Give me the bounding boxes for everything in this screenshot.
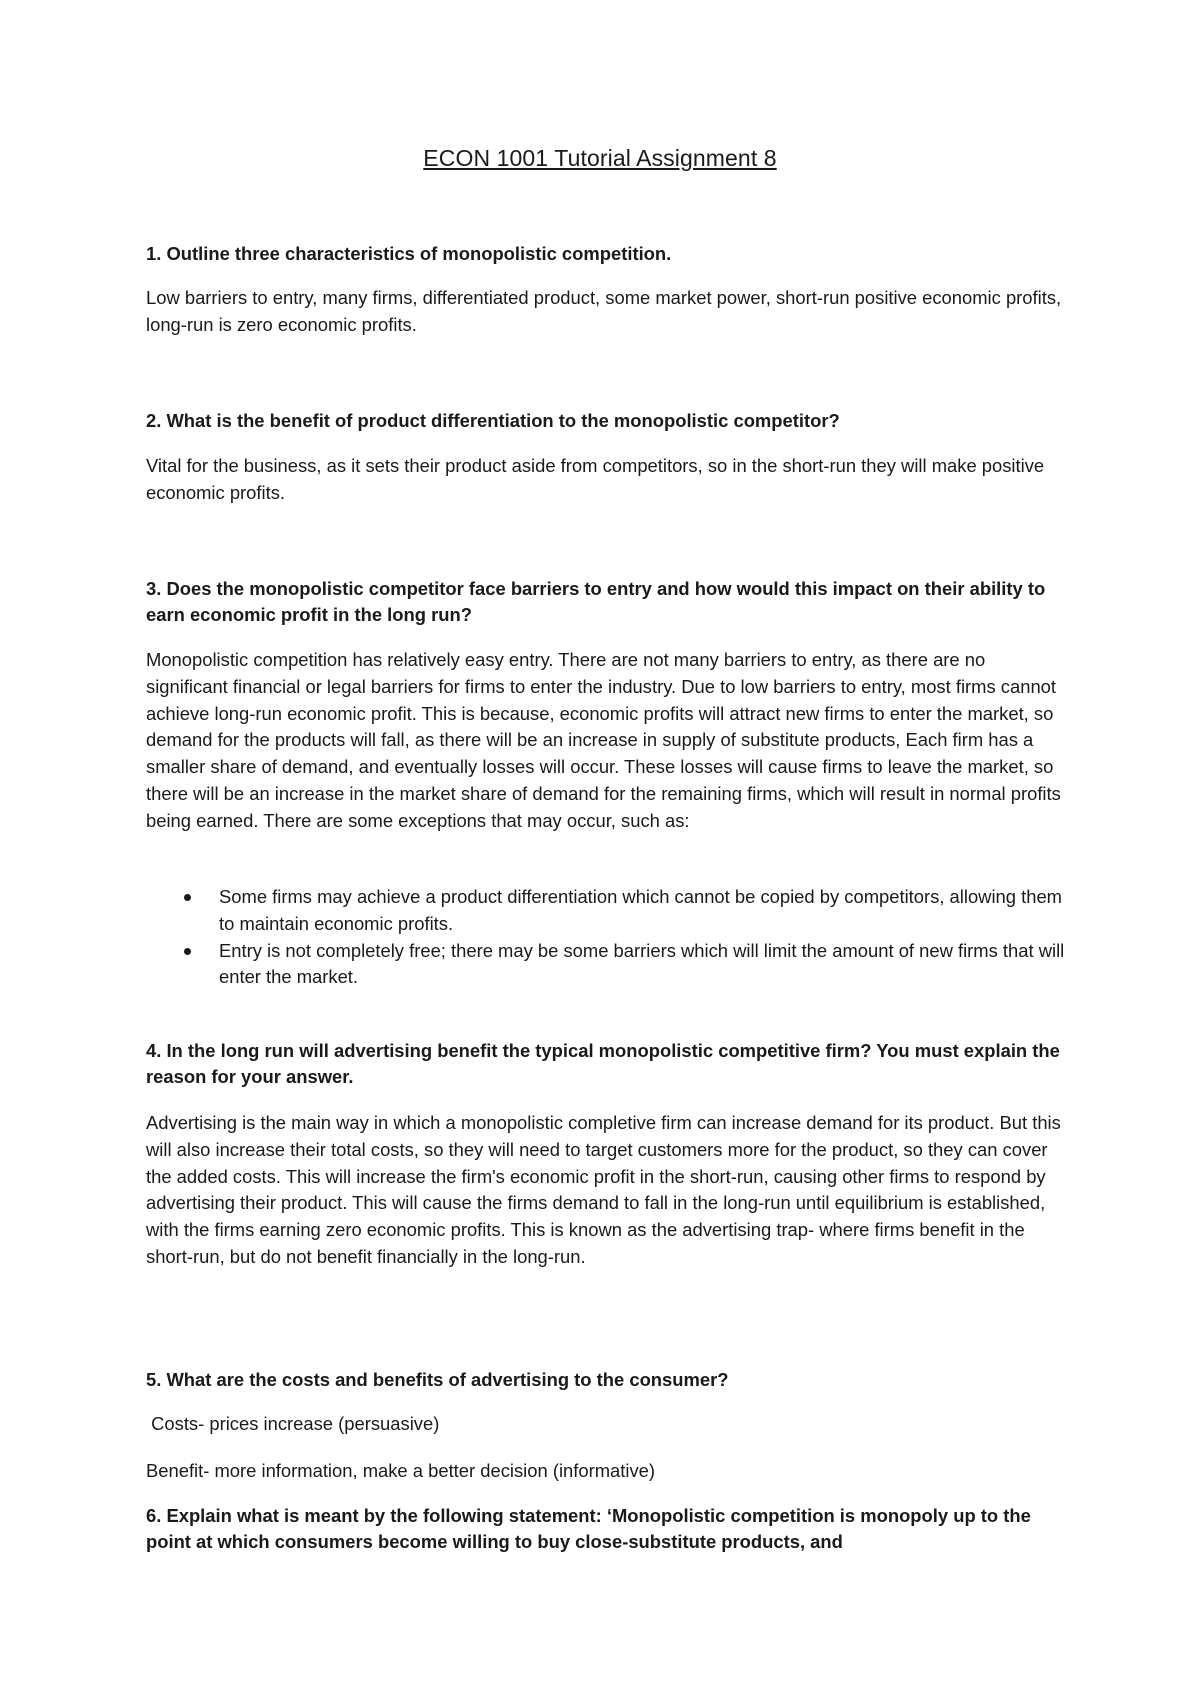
document-title: ECON 1001 Tutorial Assignment 8 [423, 145, 777, 171]
answer-5-benefit: Benefit- more information, make a better decision (informative) [146, 1460, 656, 1481]
answer-5-costs: Costs- prices increase (persuasive) [146, 1413, 440, 1434]
question-5: 5. What are the costs and benefits of advertising to the consumer? [146, 1369, 729, 1390]
question-1-block [146, 241, 1066, 267]
question-3-block [146, 576, 1066, 628]
answer-3-block [146, 647, 1066, 835]
answer-1: Low barriers to entry, many firms, differentiated product, some market power, short-run positive economic profits, long-run is zero economic profits. [146, 287, 1062, 335]
answer-2-block [146, 453, 1066, 507]
answer-1-block [146, 285, 1066, 339]
answer-3-bullets [146, 884, 1066, 991]
question-6-block [146, 1503, 1066, 1555]
bullet-dot-icon [184, 894, 191, 901]
bullet-item [146, 884, 1066, 938]
question-6: 6. Explain what is meant by the following statement: ‘Monopolistic competition is monopoly up to the point at which consumers become willing to buy close-substitute products, and [146, 1505, 1031, 1552]
bullet-text: Entry is not completely free; there may be some barriers which will limit the amount of new firms that will enter the market. [219, 939, 1065, 988]
bullet-dot-icon [184, 948, 191, 955]
answer-2: Vital for the business, as it sets their product aside from competitors, so in the short-run they will make positive economic profits. [146, 455, 1045, 503]
question-4-block [146, 1038, 1066, 1090]
question-1: 1. Outline three characteristics of monopolistic competition. [146, 243, 672, 264]
question-2-block [146, 408, 1066, 434]
question-2: 2. What is the benefit of product differentiation to the monopolistic competitor? [146, 410, 840, 431]
bullet-text: Some firms may achieve a product differentiation which cannot be copied by competitors, allowing them to maintain economic profits. [219, 886, 1062, 934]
answer-4-block [146, 1110, 1066, 1271]
question-4: 4. In the long run will advertising benefit the typical monopolistic competitive firm? You must explain the reason for your answer. [146, 1040, 1060, 1087]
question-5-block [146, 1367, 1066, 1393]
answer-5-costs-block [146, 1411, 1066, 1438]
question-3: 3. Does the monopolistic competitor face barriers to entry and how would this impact on their ability to earn economic profit in the long run? [146, 578, 1046, 625]
bullet-item [146, 938, 1066, 992]
answer-4: Advertising is the main way in which a monopolistic completive firm can increase demand for its product. But this will also increase their total costs, so they will need to target customers more for the product, so they can cover the added costs. This will increase the firm's economic profit in the short-run, causing other firms to respond by advertising their product. This will cause the firms demand to fall in the long-run until equilibrium is established, with the firms earning zero economic profits. This is known as the advertising trap- where firms benefit in the short-run, but do not benefit financially in the long-run. [146, 1112, 1061, 1267]
answer-5-benefit-block [146, 1458, 1066, 1485]
answer-3: Monopolistic competition has relatively easy entry. There are not many barriers to entry, as there are no significant financial or legal barriers for firms to enter the industry. Due to low barriers to entry, most firms cannot achieve long-run economic profit. This is because, economic profits will attract new firms to enter the market, so demand for the products will fall, as there will be an increase in supply of substitute products, Each firm has a smaller share of demand, and eventually losses will occur. These losses will cause firms to leave the market, so there will be an increase in the market share of demand for the remaining firms, which will result in normal profits being earned. There are some exceptions that may occur, such as: [146, 649, 1061, 831]
